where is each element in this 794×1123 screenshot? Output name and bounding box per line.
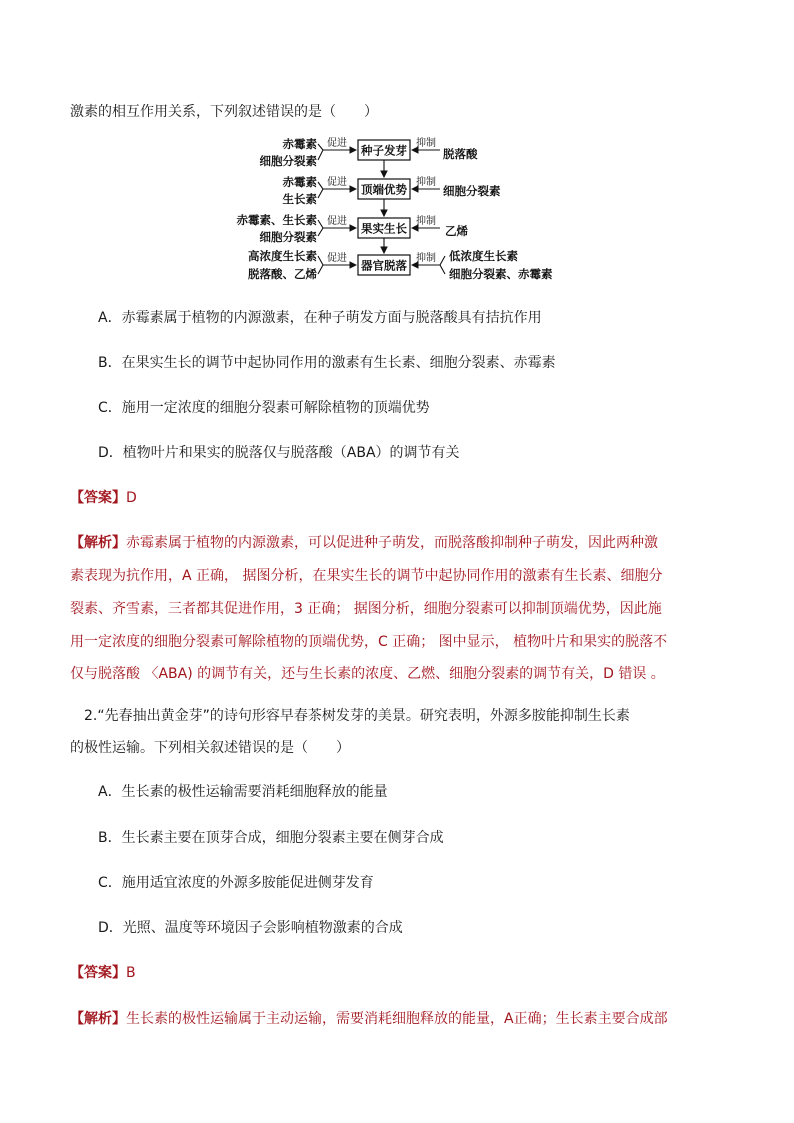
q2-stem-line-1: 2.“先春抽出黄金芽”的诗句形容早春茶树发芽的美景。研究表明，外源多胺能抑制生长素 xyxy=(84,708,630,724)
row4-inhibit: 抑制 xyxy=(416,253,436,264)
row1-left-1: 赤霉素 xyxy=(282,137,317,151)
q1-option-a[interactable]: A．赤霉素属于植物的内源激素，在种子萌发方面与脱落酸具有拮抗作用 xyxy=(98,310,542,326)
answer-tag: 【答案】 xyxy=(70,490,126,506)
row2-promote: 促进 xyxy=(327,177,347,188)
q1-stem: 激素的相互作用关系，下列叙述错误的是（ ） xyxy=(70,104,378,120)
q1-analysis-line-4: 用一定浓度的细胞分裂素可解除植物的顶端优势，C 正确； 图中显示， 植物叶片和果实的脱落不 xyxy=(70,634,668,650)
q2-option-a[interactable]: A．生长素的极性运输需要消耗细胞释放的能量 xyxy=(98,784,388,800)
row3-promote: 促进 xyxy=(327,216,347,227)
box-organ-abscission xyxy=(358,255,410,275)
row2-left-2: 生长素 xyxy=(282,192,317,206)
row1-inhibit: 抑制 xyxy=(416,138,436,149)
q1-option-b[interactable]: B．在果实生长的调节中起协同作用的激素有生长素、细胞分裂素、赤霉素 xyxy=(98,355,556,371)
row1-right-1: 脱落酸 xyxy=(443,147,478,161)
q2-option-c[interactable]: C．施用适宜浓度的外源多胺能促进侧芽发育 xyxy=(98,875,374,891)
q1-option-c[interactable]: C．施用一定浓度的细胞分裂素可解除植物的顶端优势 xyxy=(98,400,430,416)
row4-left-2: 脱落酸、乙烯 xyxy=(248,267,317,281)
row1-promote: 促进 xyxy=(327,138,347,149)
q2-option-b[interactable]: B．生长素主要在顶芽合成，细胞分裂素主要在侧芽合成 xyxy=(98,830,444,846)
row4-promote: 促进 xyxy=(327,253,347,264)
row4-right-2: 细胞分裂素、赤霉素 xyxy=(449,267,553,281)
box-apical-dominance xyxy=(358,179,410,199)
row4-right-1: 低浓度生长素 xyxy=(449,249,518,263)
svg-text:果实生长: 果实生长 xyxy=(361,221,407,236)
row2-right-1: 细胞分裂素 xyxy=(443,184,501,198)
box-seed-germination xyxy=(358,140,410,160)
row3-right-1: 乙烯 xyxy=(445,224,468,238)
answer-value: D xyxy=(126,490,137,506)
row2-inhibit: 抑制 xyxy=(416,177,436,188)
q2-option-d[interactable]: D．光照、温度等环境因子会影响植物激素的合成 xyxy=(98,920,403,936)
row3-inhibit: 抑制 xyxy=(416,216,436,227)
q1-analysis-line-1: 【解析】赤霉素属于植物的内源激素，可以促进种子萌发，而脱落酸抑制种子萌发，因此两种激 xyxy=(70,535,658,551)
row3-left-2: 细胞分裂素 xyxy=(259,230,317,244)
analysis-tag: 【解析】 xyxy=(70,1011,126,1027)
q1-answer xyxy=(70,489,137,507)
q1-analysis-line-3: 裂素、齐雪素，三者都其促进作用，3 正确； 据图分析，细胞分裂素可以抑制顶端优势，因此施 xyxy=(70,601,662,617)
q2-analysis-line-1: 【解析】生长素的极性运输属于主动运输，需要消耗细胞释放的能量，A正确；生长素主要合成部 xyxy=(70,1011,668,1027)
q1-analysis-line-5: 仅与脱落酸 〈ABA) 的调节有关，还与生长素的浓度、乙燃、细胞分裂素的调节有关，D 错误 。 xyxy=(70,666,665,682)
row2-left-1: 赤霉素 xyxy=(282,175,317,189)
row1-left-2: 细胞分裂素 xyxy=(259,154,317,168)
q2-answer xyxy=(70,964,136,982)
q1-option-d[interactable]: D．植物叶片和果实的脱落仅与脱落酸（ABA）的调节有关 xyxy=(98,445,460,461)
svg-text:顶端优势: 顶端优势 xyxy=(361,182,407,197)
q2-stem-line-2: 的极性运输。下列相关叙述错误的是（ ） xyxy=(70,740,350,756)
row4-left-1: 高浓度生长素 xyxy=(248,249,317,263)
analysis-tag: 【解析】 xyxy=(70,535,126,551)
answer-tag: 【答案】 xyxy=(70,965,126,981)
hormone-interaction-diagram xyxy=(225,135,570,290)
box-fruit-growth xyxy=(358,218,410,238)
svg-text:种子发芽: 种子发芽 xyxy=(361,143,407,158)
q1-analysis-line-2: 素表现为抗作用，A 正确， 据图分析，在果实生长的调节中起协同作用的激素有生长素、细胞分 xyxy=(70,568,663,584)
answer-value: B xyxy=(126,965,136,981)
row3-left-1: 赤霉素、生长素 xyxy=(236,213,317,227)
svg-text:器官脱落: 器官脱落 xyxy=(361,258,407,273)
